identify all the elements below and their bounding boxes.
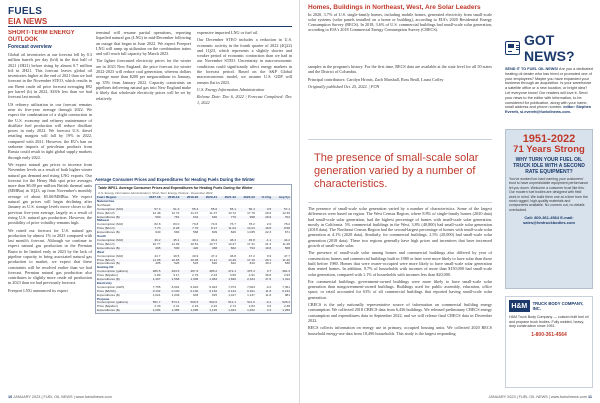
table-cell: 467.9 <box>180 270 199 274</box>
table-cell: 11.09 <box>171 241 180 246</box>
table-cell: 37.6 <box>256 278 272 282</box>
table-cell: 846 <box>230 230 236 235</box>
table-cell: 78.2 <box>283 222 290 227</box>
table-cell: 8.28 <box>161 227 180 231</box>
table-cell: 2.84 <box>248 304 255 309</box>
table-cell: 46.3 <box>218 239 237 243</box>
table-cell: 1,035 <box>247 230 255 235</box>
table-cell: 690 <box>143 216 162 220</box>
table-cell: 512.1 <box>218 301 237 305</box>
folio-date: JANUARY 2023 <box>13 395 41 399</box>
got-news-contact[interactable]: editor: Stephen Everett, sl.everett@fueloilnews.com. <box>505 105 592 115</box>
table-cell: 78.2 <box>248 222 255 227</box>
paragraph: In 2020, 3.7% of U.S. single-family homes, including mobile homes, generated electricity from small-scale solar systems (solar panels installed on a home or building), according to EIA's 2020 Residential Energy Consumption Survey (RECS). In 2018, 3.6% of U.S. commercial buildings had small-scale solar generation, according to EIA's 2018 Commercial Energy Consumption Survey (CBECS). <box>308 11 492 33</box>
table-cell: 43.4 <box>199 239 218 243</box>
table-cell: 83.0 <box>173 222 180 227</box>
table-cell: 2.0 <box>266 222 272 227</box>
table-cell: 10.77 <box>209 241 218 246</box>
table-section-label: West <box>97 249 105 254</box>
table-cell: Price ($/mcf) <box>96 259 143 263</box>
table-cell: 46.2 <box>143 239 162 243</box>
ad-years-strong: 71 Years Strong <box>513 144 585 155</box>
table-header-cell: 2021-22 <box>218 196 237 200</box>
masthead-eia-news: EIA NEWS <box>8 17 48 26</box>
table-cell: 634 <box>180 216 199 220</box>
steo-heading: SHORT-TERM ENERGY OUTLOOK <box>8 30 75 43</box>
table-cell: 3.6 <box>266 304 272 309</box>
table-cell: Price ($/gallon) <box>97 273 118 278</box>
left-column-1 <box>8 30 92 392</box>
table-cell: Expenditures ($) <box>97 230 120 235</box>
table-cell: Consumption (Mcf) <box>97 222 124 227</box>
ad-question: WHY TURN YOUR FUEL OIL TRUCK IDLE WITH A SECOND RATE EQUIPMENT? <box>513 157 585 175</box>
table-cell: 2.41 <box>173 304 180 309</box>
table-caption: Table WF01. Average Consumer Prices and Expenditures for Heating Fuels During the Winter <box>98 186 253 190</box>
table-cell: 30.2 <box>265 261 272 266</box>
table-cell: Consumption (Mcf) <box>97 253 124 258</box>
table-cell: Price ($/mcf) <box>97 210 115 215</box>
table-cell: 3.17 <box>173 273 180 278</box>
hm-logo <box>509 300 589 312</box>
table-title: Average Consumer Prices and Expenditures for Heating Fuels During the Winter <box>95 177 255 182</box>
right-folio: JANUARY 2023 | FUEL OIL NEWS | www.fueloilnews.com 11 <box>488 395 592 399</box>
table-source: U.S. Energy Information Administration | Short-Term Energy Outlook - December 2022 <box>98 191 213 195</box>
table-cell: 704 <box>272 216 291 220</box>
table-cell: 10.77 <box>152 241 161 246</box>
table-header-cell: % Chg <box>256 196 272 200</box>
table-header-cell: 2019-20 <box>180 196 199 200</box>
table-cell: 45.8 <box>237 239 256 243</box>
table-cell: Expenditures ($) <box>96 309 143 313</box>
table-cell: 4.91 <box>248 273 255 278</box>
masthead <box>8 6 47 26</box>
table-cell: Northeast <box>97 202 111 207</box>
table-cell: 574.4 <box>161 301 180 305</box>
table-cell: 47.7 <box>283 253 290 258</box>
table-cell: 11.04 <box>218 227 237 231</box>
left-column-3 <box>197 30 292 172</box>
paragraph: The presence of small-scale solar generation varied by a number of characteristics. Some of the largest differences were based on region. The West Census Region, where 8.8% of single-family homes (2020 data) had small-scale solar generation, had the highest percentage of homes with small-scale solar generation, mostly in California. 5% commercial buildings in the West, 3.8% (40,800) had small-scale solar generation (2018 data). The Northeast Census Region had the second-largest percentage of homes with small-scale solar generation at 4.1% (2020 data). Similarly, for commercial buildings, 2.5% (20,000) had small-scale solar generation (2018 data). These two regions generally have high prices and incentives that have increased growth of small-scale solar. <box>308 206 492 249</box>
got-news-title: GOT NEWS? <box>524 32 575 64</box>
table-cell: 21.3 <box>265 241 272 246</box>
table-header-cell: 2022-23 <box>237 196 256 200</box>
ad-contact[interactable]: Call: 800-361-4564 E-mail: sales@hmtruckbodies.com <box>523 215 575 226</box>
table-cell: 1,259 <box>272 309 291 313</box>
table-cell: 11.8 <box>265 292 272 297</box>
table-cell: 998 <box>237 216 256 220</box>
table-cell: 0.144 <box>218 290 237 294</box>
table-cell: 11.37 <box>209 210 218 215</box>
table-cell: 1,021 <box>152 292 161 297</box>
table-cell: 22.3 <box>265 230 272 235</box>
table-section-label: Midwest <box>97 218 110 223</box>
table-cell: Expenditures ($) <box>96 278 143 282</box>
table-cell: 981 <box>284 292 290 297</box>
table-cell: Expenditures ($) <box>97 292 120 297</box>
table-cell: 1,095 <box>180 309 199 313</box>
table-cell: 56.1 <box>218 208 237 212</box>
table-cell: 7.70 <box>180 227 199 231</box>
table-cell: 1,049 <box>171 292 180 297</box>
table-cell: 57.3 <box>143 208 162 212</box>
table-section-label: South <box>97 234 106 239</box>
table-cell: 508 <box>272 247 291 251</box>
table-cell: 55.6 <box>199 208 218 212</box>
left-folio: 10 JANUARY 2023 | FUEL OIL NEWS | www.fueloilnews.com <box>8 395 112 399</box>
ad-body: You've worked too hard earning your customers' trust to have unpredictable equipment performance let you down. Welcome a customer trust like this. Our modern fuel bodies are designed with field work in mind. We build them one at a time from the most rugged, high-quality materials and components available. No corners cut, no details overlooked. <box>509 177 589 212</box>
masthead-rule <box>8 26 292 27</box>
heating-fuels-table <box>95 177 292 395</box>
hm-company-ad[interactable] <box>505 296 593 388</box>
table-cell: 76.7 <box>229 222 236 227</box>
table-cell: 6,943 <box>209 284 218 289</box>
table-cell: 903 <box>193 292 199 297</box>
table-cell: 662 <box>218 247 237 251</box>
table-cell: 528.3 <box>272 301 291 305</box>
table-cell: 0.7 <box>256 270 272 274</box>
table-cell: 1,568 <box>161 278 180 282</box>
table-cell: 2.89 <box>154 273 161 278</box>
table-cell: 47.4 <box>211 253 218 258</box>
pull-quote-text: The presence of small-scale solar generation varied by a number of characteristics. <box>314 151 479 190</box>
table-section-label: Electricity <box>97 280 112 285</box>
footnote: Originally published Oct. 25, 2022. | FON <box>308 83 380 89</box>
table-cell: 1,385 <box>161 309 180 313</box>
paragraph: US refinery utilization in our forecast remains near its five-year average through 2022. We expect the combination of a slight contraction in the U.S. economy and refinery maintenance of distillate fuel production will reduce distillate prices in early 2022. We forecast U.S. diesel retailing margins will fall by 19% in 2022, compared with 2021. However, the EU's ban on seaborne imports of petroleum products from Russia could result in tight global supply markets through early 2022. <box>8 101 92 160</box>
table-cell: 8.17 <box>199 227 218 231</box>
table-cell: 0.130 <box>180 290 199 294</box>
table-cell: 810 <box>249 261 255 266</box>
forecast-overview-heading: Forecast overview <box>8 44 52 50</box>
table-cell: 57.1 <box>272 208 291 212</box>
table-cell: Consumption (Mcf) <box>96 239 143 243</box>
table-cell: 73.8 <box>192 222 199 227</box>
paragraph: Freeport LNG announced its export <box>8 287 68 293</box>
table-cell: Price ($/mcf) <box>97 241 115 246</box>
table-box <box>95 184 292 314</box>
table-cell: 49.5 <box>173 253 180 258</box>
table-cell: 1,404 <box>218 309 237 313</box>
table-cell: 1,452 <box>237 309 256 313</box>
table-cell: 495 <box>155 261 161 266</box>
table-cell: 2.93 <box>283 273 290 278</box>
table-cell: -0.1 <box>256 301 272 305</box>
table-cell: 29.1 <box>256 259 272 263</box>
table-cell: 17.16 <box>237 259 256 263</box>
paragraph: samples in the program's history. For the first time, RECS data are available at the state level for all 50 states and the District of Columbia. <box>308 64 492 75</box>
paragraph: For commercial buildings, government-owned buildings were more likely to have small-scale solar generation than nongovernment-owned buildings. Buildings used for public assembly, education, office space, or retail accounted for 63% of all commercial buildings that reported having small-scale solar generation. <box>308 278 492 300</box>
table-cell: 14.27 <box>228 241 236 246</box>
table-cell: 500.5 <box>180 301 199 305</box>
table-cell: 19.8 <box>256 247 272 251</box>
table-cell: 472.1 <box>218 270 237 274</box>
folio-url[interactable]: www.fueloilnews.com <box>550 395 587 399</box>
table-cell: 1,083 <box>199 278 218 282</box>
table-cell: 1,017 <box>228 292 236 297</box>
table-cell: 0.134 <box>272 290 291 294</box>
pull-quote <box>308 139 492 203</box>
table-cell: Expenditures ($) <box>97 261 120 266</box>
table-header-cell: 2017-18 <box>143 196 162 200</box>
table-cell: 55.3 <box>180 208 199 212</box>
table-header-cell: 2018-19 <box>161 196 180 200</box>
table-header-cell: Avg 5yr <box>272 196 291 200</box>
table-cell: 46.8 <box>229 253 236 258</box>
table-cell: -1.1 <box>256 239 272 243</box>
table-cell: 47.2 <box>248 253 255 258</box>
release-date: Release Date: Dec 6, 2022 | Forecast Completed: Dec 1, 2022 <box>197 94 292 105</box>
table-cell: 1,412 <box>272 278 291 282</box>
hm-logo-mark: H&M <box>509 300 530 312</box>
table-cell: 468 <box>199 247 218 251</box>
table-cell: 1,407 <box>143 278 162 282</box>
table-cell: 3.4 <box>256 309 272 313</box>
table-cell: 2.79 <box>192 273 199 278</box>
table-cell: 12.74 <box>171 210 180 215</box>
data-table <box>96 196 291 313</box>
table-cell: 1,696 <box>218 278 237 282</box>
table-cell: Consumption (gallons) <box>96 301 143 305</box>
table-header-cell: 2020-21 <box>199 196 218 200</box>
table-cell: 8.58 <box>272 227 291 231</box>
table-cell: Consumption (gallons) <box>96 270 143 274</box>
page-number: 10 <box>8 395 13 399</box>
table-cell: 36.8 <box>265 273 272 278</box>
table-cell: 7.73 <box>143 227 162 231</box>
table-cell: 475.4 <box>237 270 256 274</box>
folio-pub: FUEL OIL NEWS <box>518 395 548 399</box>
table-cell: Consumption (kWh) <box>97 284 125 289</box>
table-cell: 770 <box>218 216 237 220</box>
table-cell: 1,137 <box>247 292 255 297</box>
table-cell: 671 <box>284 230 290 235</box>
right-page <box>300 0 600 403</box>
got-news-body <box>505 67 593 115</box>
hm-company-name: TRUCK BODY COMPANY, INC. <box>532 301 584 311</box>
table-cell: Price ($/gallon) <box>97 304 118 309</box>
table-cell: 511.6 <box>237 301 256 305</box>
table-cell: 0.5 <box>256 208 272 212</box>
table-section-label: Heating Oil <box>97 265 114 270</box>
table-cell: 7,755 <box>152 284 161 289</box>
table-cell: 485.2 <box>199 270 218 274</box>
table-cell: Expenditures ($) <box>96 247 143 251</box>
table-cell: 13.29 <box>218 259 237 263</box>
table-cell: 6,942 <box>190 284 199 289</box>
got-news-header <box>505 32 593 64</box>
table-cell: 40.1 <box>180 239 199 243</box>
eia-attribution: U.S. Energy Information Administration <box>197 86 265 92</box>
table-cell: 526 <box>174 261 180 266</box>
got-news-ad[interactable] <box>505 32 593 120</box>
table-cell: 915 <box>211 292 218 297</box>
table-cell: 2.24 <box>211 304 218 309</box>
table-cell: 781 <box>161 216 180 220</box>
table-section-label: Natural Gas <box>97 198 115 203</box>
table-cell: 29.6 <box>256 216 272 220</box>
table-row <box>96 309 291 313</box>
table-cell: 29.6 <box>265 210 272 215</box>
table-cell: Price ($/kWh) <box>96 290 143 294</box>
table-cell: 45.1 <box>161 239 180 243</box>
paragraph: CBECS is the only nationally representative source of information on commercial building energy consumption. We collected 2018 CBECS data from 6,436 buildings. We released preliminary CBECS energy consumption and expenditures data in September 2022, and we will release final CBECS data in December 2022. <box>308 302 492 323</box>
table-cell: 19.8 <box>256 227 272 231</box>
table-cell: 12.36 <box>282 210 290 215</box>
paragraph: Global oil inventories at our forecast fell by 0.3 million barrels per day (b/d) in the first half of 2021 (1H21) before rising by almost 0.7 million b/d in 2H21. This forecast leaves global oil inventories higher at the end of 2021 than we had forecast in the November STEO, which results in our Brent crude oil price forecast averaging $92 per barrel (b) in 2022, $18/b less than we had forecast last month. <box>8 52 92 100</box>
table-cell: 7,063 <box>247 284 255 289</box>
newspaper-icon <box>505 41 520 55</box>
table-cell: 49.9 <box>192 253 199 258</box>
table-section-label: Propane <box>97 296 110 301</box>
table-cell: 498 <box>143 247 162 251</box>
paragraph: The presence of small-scale solar among homes and commercial buildings also differed by year of construction; homes and commercial buildings built in 1980 or later were more likely to have solar than those built before 1980. Homes that were owner-occupied were more likely to have small-scale solar generation than rented homes. In addition, 9.7% of households with incomes of more than $150,000 had small-scale solar generation, compared with 1.1% of households with incomes less than $20,000. <box>308 250 492 277</box>
hm-ad-body: H&M Truck Body Company — custom built fuel oil and propane truck bodies. Fully welded, heavy-duty construction since 1951. <box>509 315 589 328</box>
table-cell: 44.7 <box>154 253 161 258</box>
paragraph: We raised our forecast for U.S. natural gas production by almost 1% in 2023 compared with last month's forecast. Although we continue to expect natural gas production in the Permian Basin to be limited early in 2023 by the lack of pipeline capacity to bring associated natural gas production to market, we expect that these constraints will be resolved earlier than we had forecast. Permian natural gas production also contributes to slightly more crude oil production in 2023 than we had previously forecast. <box>8 227 92 286</box>
table-cell: 793 <box>237 247 256 251</box>
table-cell: 7,361 <box>282 284 290 289</box>
table-cell: 500 <box>161 247 180 251</box>
solar-article-continued <box>308 64 492 136</box>
table-cell: 3.59 <box>229 273 236 278</box>
table-cell: 11.48 <box>282 241 290 246</box>
table-cell: Expenditures ($) <box>96 216 143 220</box>
table-cell: 486.5 <box>143 270 162 274</box>
table-cell: 11.8 <box>256 290 272 294</box>
table-cell: 74.6 <box>211 222 218 227</box>
table-cell: 538 <box>284 261 290 266</box>
got-news-lead: SEND IT TO FUEL OIL NEWS! <box>505 67 559 71</box>
table-cell: 1,125 <box>199 309 218 313</box>
table-cell: 2.33 <box>154 304 161 309</box>
paragraph: Principal contributors: Carolyn Hronis, Zach Marshall, Ross Beall, Laura Coffey <box>308 76 444 82</box>
table-cell: 10.48 <box>180 259 199 263</box>
table-cell: 2,334 <box>237 278 256 282</box>
table-cell: 0.9 <box>266 253 272 258</box>
left-column-2 <box>96 30 191 172</box>
table-cell: 10.51 <box>190 241 199 246</box>
paragraph: terminal will resume partial operations, reporting liquefied natural gas (LNG) in mid-December following an outage that began in June 2022. We expect Freeport LNG will ramp up utilization on the combination trains and will reach full capacity by March 2023. <box>96 30 191 57</box>
got-news-text: Are you a dedicated heating oil dealer who has hired or promoted one of your employees? Maybe you have expanded your business through an acquisition. Is your warehouse a satellite office or a new location, or bright idea? Let everyone know! Our readers will love it. Send your news to the editor with information, to be considered for publication, along with your name, small address and phone number. <box>505 67 593 110</box>
page-number: 11 <box>587 395 592 399</box>
paragraph: We expect natural gas prices to increase from November levels as a result of both higher winter natural gas demand and rising LNG exports. Our forecast for the Henry Hub spot price averages more than $6.00 per million British thermal units (MMBtu) in 1Q23, up from November's monthly average of about $5.60/MMBtu. We expect natural gas prices will begin declining after January as U.S. storage levels move closer to the previous five-year average, largely as a result of rising U.S. natural gas production. However, the possibility of price volatility remains high. <box>8 161 92 226</box>
table-cell: 0.161 <box>237 290 256 294</box>
table-cell: 420 <box>180 247 199 251</box>
table-cell: 551.7 <box>143 301 162 305</box>
table-cell: 526 <box>211 261 218 266</box>
table-cell: 44.2 <box>272 239 291 243</box>
table-cell: 2.38 <box>283 304 290 309</box>
table-cell: 11.08 <box>143 259 162 263</box>
table-cell: 17.31 <box>247 241 255 246</box>
table-cell: 82.8 <box>154 222 161 227</box>
table-cell: 1,306 <box>180 278 199 282</box>
truck-body-ad[interactable] <box>505 129 593 289</box>
table-cell: 2.74 <box>229 304 236 309</box>
table-cell: 13.23 <box>237 227 256 231</box>
table-cell: Consumption (Mcf) <box>96 208 143 212</box>
table-cell: 609 <box>211 230 218 235</box>
table-cell: 11.32 <box>272 259 291 263</box>
paragraph: expensive imported LNG or fuel oil. <box>197 30 259 35</box>
table-cell: 8,091 <box>171 284 180 289</box>
table-cell: 481.3 <box>272 270 291 274</box>
table-cell: 640 <box>155 230 161 235</box>
table-cell: 2.23 <box>211 273 218 278</box>
folio-url[interactable]: www.fueloilnews.com <box>75 395 112 399</box>
table-header-cell: Fuel / Region <box>96 196 143 200</box>
table-cell: 11.11 <box>199 259 218 263</box>
solar-heading: Homes, Buildings in Northeast, West, Are Solar Leaders <box>308 4 481 11</box>
table-cell: 12.48 <box>152 210 161 215</box>
table-cell: 523 <box>193 261 199 266</box>
folio-pub: FUEL OIL NEWS <box>43 395 73 399</box>
table-cell: 1,284 <box>143 309 162 313</box>
table-cell: 17.79 <box>247 210 255 215</box>
table-cell: 0.132 <box>199 290 218 294</box>
table-cell: 494.6 <box>161 270 180 274</box>
table-cell: 568 <box>193 230 199 235</box>
table-cell: Price ($/mcf) <box>96 227 143 231</box>
solar-article-intro <box>308 4 492 66</box>
solar-article-body <box>308 206 492 356</box>
table-cell: 690 <box>174 230 180 235</box>
table-cell: 0.132 <box>143 290 162 294</box>
hm-phone[interactable]: 1-800-361-4564 <box>531 331 567 338</box>
table-cell: -0.2 <box>265 284 272 289</box>
paragraph: The lighter forecasted electricity prices for the winter are in 2023 New England, the price forecast for winter 2022-2023 will reduce coal generation, whereas dollars average more than $200 per megawatthour in January, up 35% from January 2022. Capacity constraints on pipelines delivering natural gas into New England make it likely that wholesale electricity prices will be set by relatively <box>96 58 191 101</box>
table-cell: 2.19 <box>192 304 199 309</box>
table-cell: 61.3 <box>161 208 180 212</box>
ad-years: 1951-2022 <box>522 133 576 145</box>
masthead-fuels: FUELS <box>8 6 43 17</box>
paragraph: RECS collects information on energy use in primary, occupied housing units. We collected 2020 RECS household energy-use data from 18,496 households. This study is the largest responding <box>308 325 492 336</box>
table-cell: 56.4 <box>237 208 256 212</box>
table-body <box>96 200 291 313</box>
folio-date: JANUARY 2023 <box>488 395 516 399</box>
table-cell: 11.47 <box>190 210 199 215</box>
table-cell: 13.72 <box>228 210 236 215</box>
table-cell: 7,074 <box>228 284 236 289</box>
table-cell: 622 <box>230 261 236 266</box>
table-cell: 10.63 <box>161 259 180 263</box>
table-cell: 630 <box>199 216 218 220</box>
table-cell: 502.6 <box>199 301 218 305</box>
paragraph: Our December STEO includes a reduction in U.S. economic activity in the fourth quarter of 2022 (4Q22) and 1Q23, which represents a slightly shorter and weaker period of economic contraction than we had in our November STEO. Uncertainty in macroeconomic conditions could significantly affect energy markets in the forecast period. Based on the S&P Global macroeconomic model, we assume U.S. GDP will remain flat in 2023. <box>197 37 292 85</box>
table-cell: 0.130 <box>161 290 180 294</box>
